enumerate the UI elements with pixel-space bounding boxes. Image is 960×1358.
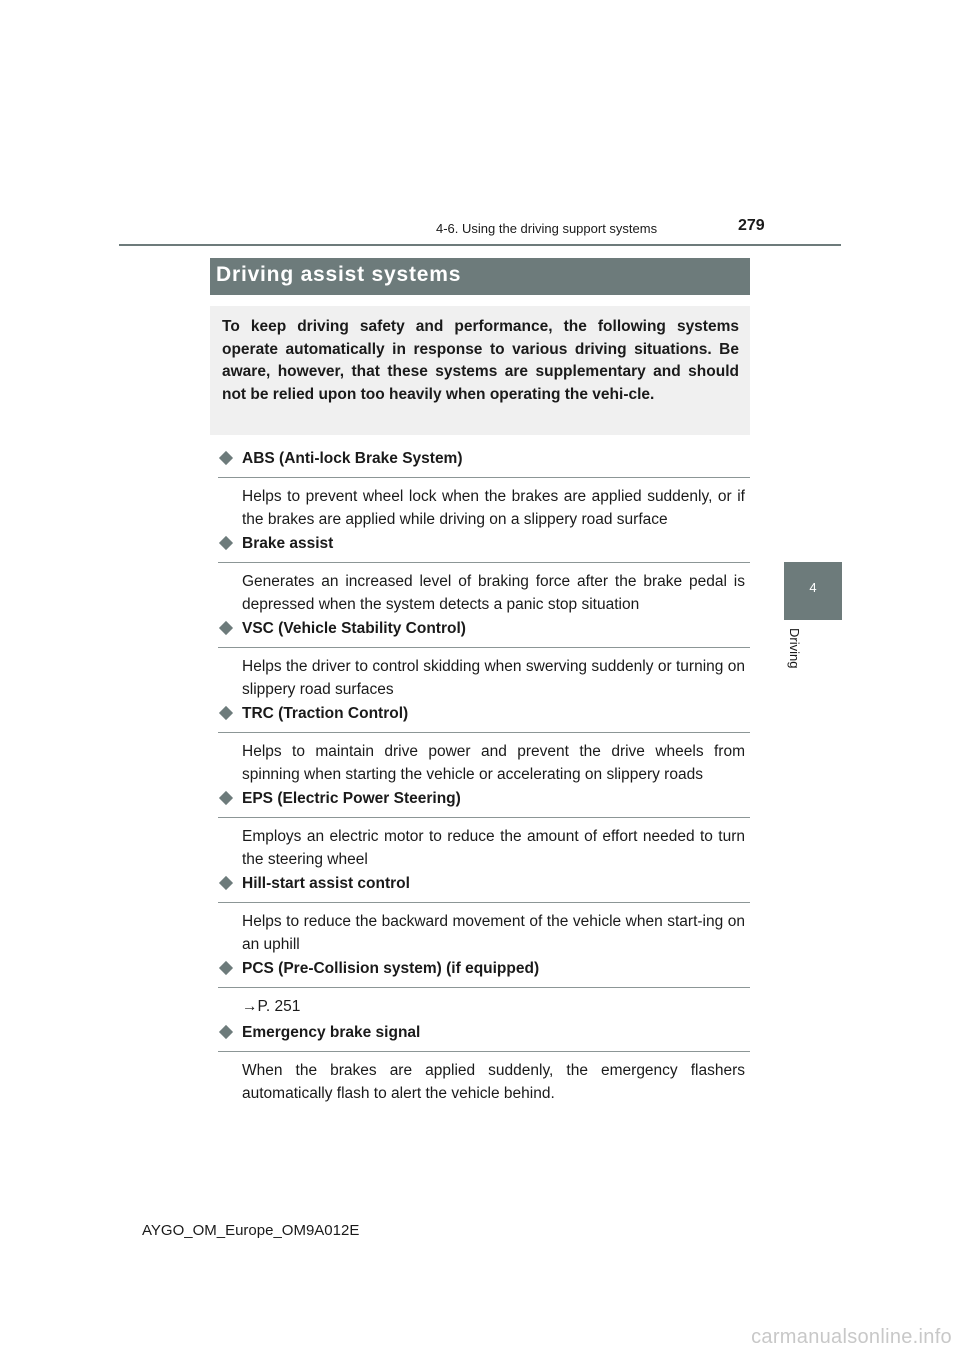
list-item-emergency-brake-signal: [218, 1024, 750, 1105]
page-reference-link[interactable]: →P. 251: [242, 998, 301, 1015]
item-title: PCS (Pre-Collision system) (if equipped): [242, 960, 540, 977]
item-heading: [218, 620, 750, 648]
item-description: Employs an electric motor to reduce the amount of effort needed to turn the steering wheel: [242, 828, 745, 868]
item-title: Hill-start assist control: [242, 875, 410, 892]
item-title: Brake assist: [242, 535, 334, 552]
item-description: Helps to reduce the backward movement of the vehicle when start-ing on an uphill: [242, 913, 745, 953]
item-description: Generates an increased level of braking force after the brake pedal is depressed when the system detects a panic stop situation: [242, 573, 745, 613]
page-title-bar: [210, 258, 750, 295]
item-description: When the brakes are applied suddenly, the emergency flashers automatically flash to alert the vehicle behind.: [242, 1062, 745, 1102]
intro-box: [210, 306, 750, 435]
item-title: ABS (Anti-lock Brake System): [242, 450, 463, 467]
chapter-number: 4: [809, 580, 817, 595]
diamond-bullet-icon: [219, 1025, 233, 1039]
item-heading: [218, 790, 750, 818]
item-heading: [218, 1024, 750, 1052]
page-title: Driving assist systems: [216, 263, 462, 286]
item-heading: [218, 875, 750, 903]
item-description: Helps to prevent wheel lock when the brakes are applied suddenly, or if the brakes are applied while driving on a slippery road surface: [242, 488, 745, 528]
section-heading: 4-6. Using the driving support systems: [436, 221, 658, 236]
item-title: TRC (Traction Control): [242, 705, 409, 722]
diamond-bullet-icon: [219, 451, 233, 465]
item-description: Helps the driver to control skidding when swerving suddenly or turning on slippery road surfaces: [242, 658, 745, 698]
item-title: EPS (Electric Power Steering): [242, 790, 461, 807]
list-item-eps: [218, 790, 750, 871]
item-title: Emergency brake signal: [242, 1024, 421, 1041]
diamond-bullet-icon: [219, 536, 233, 550]
header-rule: [119, 244, 841, 246]
document-code: AYGO_OM_Europe_OM9A012E: [142, 1222, 360, 1239]
chapter-label-text: Driving: [787, 628, 802, 669]
item-heading: [218, 705, 750, 733]
list-item-vsc: [218, 620, 750, 701]
list-item-hill-start-assist: [218, 875, 750, 956]
diamond-bullet-icon: [219, 706, 233, 720]
diamond-bullet-icon: [219, 621, 233, 635]
item-title: VSC (Vehicle Stability Control): [242, 620, 466, 637]
list-item-pcs: [218, 960, 750, 1019]
item-heading: [218, 450, 750, 478]
diamond-bullet-icon: [219, 961, 233, 975]
item-description: Helps to maintain drive power and prevent the drive wheels from spinning when starting the vehicle or accelerating on slippery roads: [242, 743, 745, 783]
diamond-bullet-icon: [219, 791, 233, 805]
item-heading: [218, 535, 750, 563]
page-number: 279: [738, 217, 765, 234]
intro-text: To keep driving safety and performance, the following systems operate automatically in response to various driving situations. Be aware, however, that these systems are supplementary and should not be relied upon too heavily when operating the vehi-cle.: [222, 318, 739, 403]
chapter-tab[interactable]: [784, 562, 842, 620]
list-item-trc: [218, 705, 750, 786]
diamond-bullet-icon: [219, 876, 233, 890]
watermark: carmanualsonline.info: [751, 1326, 952, 1348]
list-item-brake-assist: [218, 535, 750, 616]
list-item-abs: [218, 450, 750, 531]
item-heading: [218, 960, 750, 988]
chapter-label: [784, 628, 806, 688]
